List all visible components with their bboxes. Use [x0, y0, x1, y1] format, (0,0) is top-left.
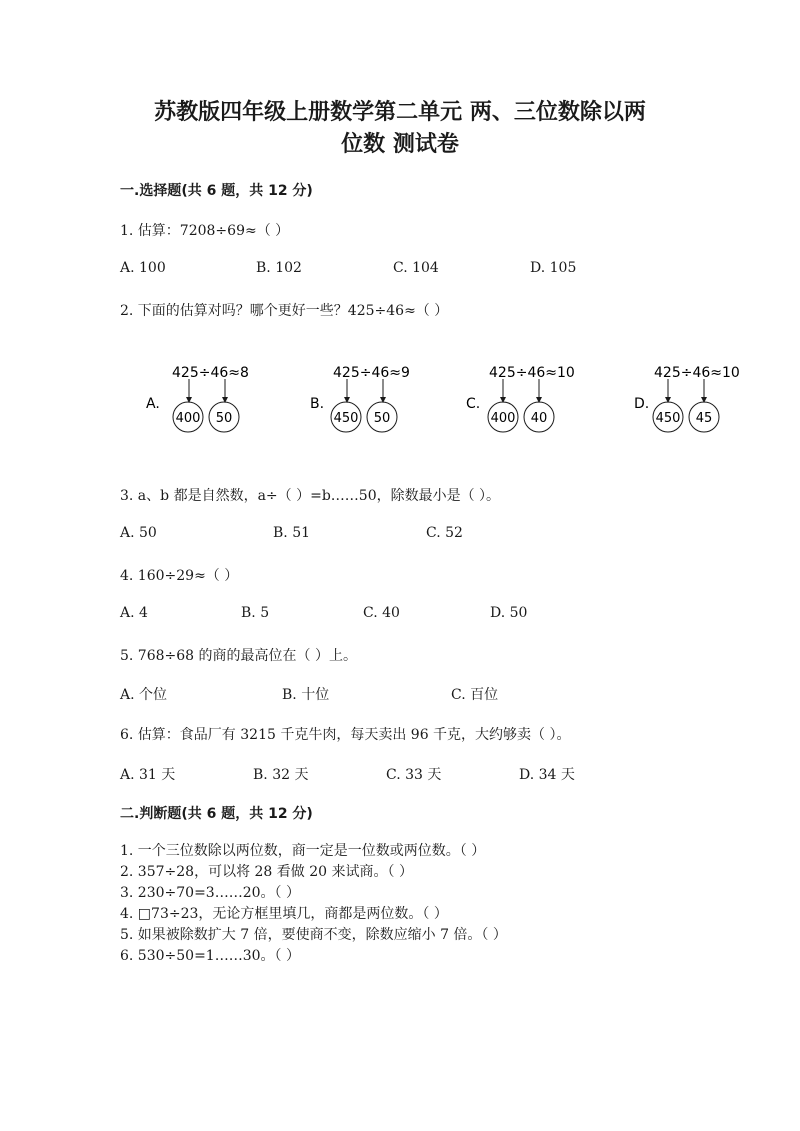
q3-option-b: B. 51 [273, 525, 311, 541]
question-4: 4. 160÷29≈（ ） [120, 568, 239, 584]
question-2: 2. 下面的估算对吗？哪个更好一些？425÷46≈（ ） [120, 303, 449, 319]
diagram-b [310, 365, 410, 432]
diagram-b-letter: B. [310, 396, 325, 412]
q2-diagrams [140, 358, 760, 438]
q5-option-c: C. 百位 [451, 687, 499, 703]
diagram-c-letter: C. [466, 396, 481, 412]
judge-item-3: 3. 230÷70=3……20。（ ） [120, 885, 300, 901]
question-5: 5. 768÷68 的商的最高位在（ ）上。 [120, 648, 357, 664]
q3-option-a: A. 50 [120, 525, 157, 541]
question-1: 1. 估算：7208÷69≈（ ） [120, 223, 290, 239]
diagram-c-expression: 425÷46≈10 [489, 365, 575, 381]
q1-option-a: A. 100 [120, 260, 166, 276]
q4-option-a: A. 4 [120, 605, 148, 621]
judge-item-2: 2. 357÷28，可以将 28 看做 20 来试商。（ ） [120, 864, 413, 880]
diagram-b-right-value: 50 [373, 411, 391, 426]
diagram-a-expression: 425÷46≈8 [172, 365, 249, 381]
q6-option-b: B. 32 天 [253, 767, 309, 783]
diagram-d-expression: 425÷46≈10 [654, 365, 740, 381]
page-title [0, 97, 800, 161]
diagram-d-right-value: 45 [695, 411, 713, 426]
judge-item-6: 6. 530÷50=1……30。（ ） [120, 948, 300, 964]
diagram-c-left-value: 400 [490, 411, 516, 426]
judge-item-5: 5. 如果被除数扩大 7 倍，要使商不变，除数应缩小 7 倍。（ ） [120, 927, 507, 943]
q6-option-d: D. 34 天 [519, 767, 575, 783]
question-6: 6. 估算：食品厂有 3215 千克牛肉，每天卖出 96 千克，大约够卖（ ）。 [120, 727, 571, 743]
diagram-d [634, 365, 740, 432]
q4-option-b: B. 5 [241, 605, 270, 621]
diagram-b-left-value: 450 [333, 411, 359, 426]
q6-option-a: A. 31 天 [120, 767, 176, 783]
q1-option-c: C. 104 [393, 260, 439, 276]
diagram-d-left-value: 450 [655, 411, 681, 426]
q1-option-d: D. 105 [530, 260, 577, 276]
title-line-2: 位数 测试卷 [341, 132, 459, 157]
diagram-a-right-value: 50 [215, 411, 233, 426]
diagram-b-expression: 425÷46≈9 [333, 365, 410, 381]
q5-option-a: A. 个位 [120, 687, 168, 703]
judge-item-1: 1. 一个三位数除以两位数，商一定是一位数或两位数。（ ） [120, 843, 486, 859]
q6-option-c: C. 33 天 [386, 767, 442, 783]
diagram-d-letter: D. [634, 396, 650, 412]
diagram-a-left-value: 400 [175, 411, 201, 426]
diagram-a-letter: A. [146, 396, 160, 412]
title-line-1: 苏教版四年级上册数学第二单元 两、三位数除以两 [154, 100, 646, 125]
diagram-a [146, 365, 249, 432]
section-heading-choice: 一.选择题(共 6 题，共 12 分) [120, 183, 313, 199]
question-3: 3. a、b 都是自然数，a÷（ ）=b……50，除数最小是（ ）。 [120, 488, 501, 504]
q4-option-d: D. 50 [490, 605, 528, 621]
diagram-c [466, 365, 575, 432]
q1-option-b: B. 102 [256, 260, 302, 276]
q3-option-c: C. 52 [426, 525, 463, 541]
q5-option-b: B. 十位 [282, 687, 330, 703]
diagram-c-right-value: 40 [530, 411, 548, 426]
q4-option-c: C. 40 [363, 605, 400, 621]
judge-item-4: 4. □73÷23，无论方框里填几，商都是两位数。（ ） [120, 906, 448, 922]
section-heading-judge: 二.判断题(共 6 题，共 12 分) [120, 806, 313, 822]
